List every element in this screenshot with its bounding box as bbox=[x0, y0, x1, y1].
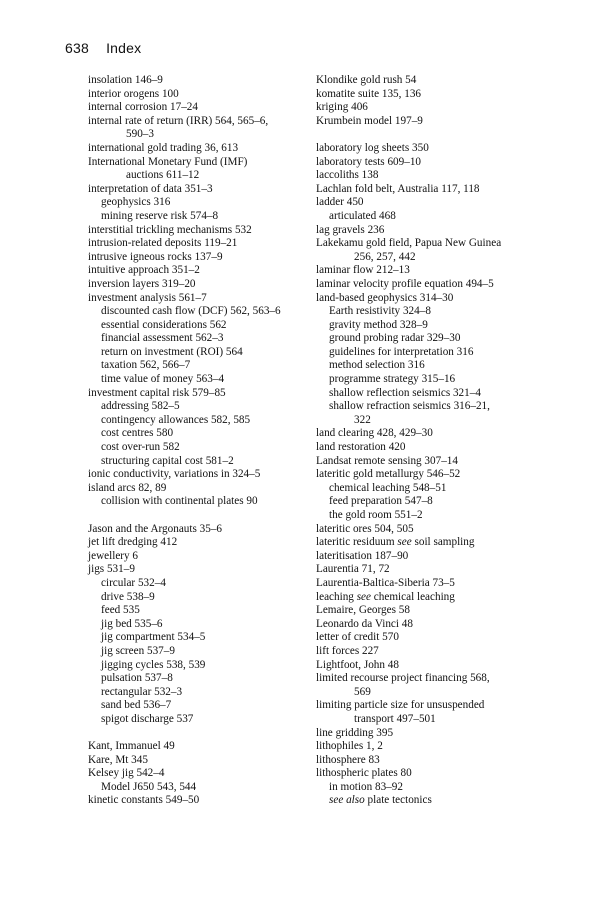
index-subentry bbox=[88, 359, 300, 373]
entry-text: ground probing radar 329–30 bbox=[329, 332, 461, 345]
index-entry bbox=[88, 183, 300, 197]
index-entry bbox=[88, 142, 300, 156]
index-letter-gap bbox=[88, 509, 300, 523]
index-entry-continuation bbox=[316, 414, 534, 428]
index-entry bbox=[88, 523, 300, 537]
entry-text: contingency allowances 582, 585 bbox=[101, 413, 251, 426]
index-subentry bbox=[88, 645, 300, 659]
index-subentry bbox=[88, 400, 300, 414]
index-entry bbox=[316, 101, 534, 115]
index-subentry bbox=[316, 305, 534, 319]
see-reference: see bbox=[356, 590, 371, 603]
index-entry bbox=[88, 794, 300, 808]
index-entry bbox=[316, 523, 534, 537]
index-entry bbox=[316, 604, 534, 618]
index-subentry bbox=[88, 713, 300, 727]
index-subentry bbox=[88, 618, 300, 632]
entry-text: articulated 468 bbox=[329, 209, 396, 222]
index-entry bbox=[316, 142, 534, 156]
index-entry bbox=[88, 88, 300, 102]
index-letter-gap bbox=[88, 727, 300, 741]
entry-text: Laurentia 71, 72 bbox=[316, 563, 390, 576]
index-entry bbox=[316, 577, 534, 591]
index-subentry bbox=[88, 686, 300, 700]
entry-text: Lakekamu gold field, Papua New Guinea bbox=[316, 237, 502, 250]
index-entry bbox=[316, 563, 534, 577]
index-entry-continuation bbox=[316, 713, 534, 727]
index-entry bbox=[88, 767, 300, 781]
entry-text: ladder 450 bbox=[316, 196, 364, 209]
page-number: 638 bbox=[65, 40, 89, 56]
entry-text: laminar velocity profile equation 494–5 bbox=[316, 277, 494, 290]
entry-text: 590–3 bbox=[126, 128, 154, 141]
index-subentry bbox=[316, 509, 534, 523]
entry-text: gravity method 328–9 bbox=[329, 318, 428, 331]
index-column-left bbox=[88, 74, 300, 808]
index-entry bbox=[316, 169, 534, 183]
entry-text: sand bed 536–7 bbox=[101, 699, 172, 712]
index-subentry bbox=[88, 210, 300, 224]
entry-text: Lightfoot, John 48 bbox=[316, 658, 399, 671]
index-entry bbox=[316, 237, 534, 251]
index-entry bbox=[316, 468, 534, 482]
entry-text: lateritic gold metallurgy 546–52 bbox=[316, 468, 461, 481]
entry-text: Model J650 543, 544 bbox=[101, 780, 197, 793]
entry-text: addressing 582–5 bbox=[101, 400, 180, 413]
index-subentry bbox=[88, 196, 300, 210]
see-target: chemical leaching bbox=[373, 590, 455, 603]
entry-text: lateritic residuum bbox=[316, 536, 395, 549]
entry-text: lithospheric plates 80 bbox=[316, 767, 412, 780]
entry-text: auctions 611–12 bbox=[126, 169, 200, 182]
index-entry bbox=[88, 278, 300, 292]
index-entry bbox=[316, 427, 534, 441]
index-entry bbox=[316, 699, 534, 713]
index-entry bbox=[316, 278, 534, 292]
entry-text: the gold room 551–2 bbox=[329, 509, 423, 521]
index-entry bbox=[88, 468, 300, 482]
index-letter-gap bbox=[316, 128, 534, 142]
index-subentry bbox=[316, 346, 534, 360]
index-entry bbox=[88, 264, 300, 278]
entry-text: circular 532–4 bbox=[101, 576, 166, 589]
index-entry-continuation bbox=[88, 169, 300, 183]
entry-text: shallow refraction seismics 316–21, bbox=[329, 400, 490, 413]
entry-text: 569 bbox=[354, 685, 371, 698]
index-subentry bbox=[88, 781, 300, 795]
index-subentry bbox=[316, 387, 534, 401]
index-entry bbox=[88, 563, 300, 577]
entry-text: intuitive approach 351–2 bbox=[88, 264, 200, 277]
entry-text: limited recourse project financing 568, bbox=[316, 672, 490, 685]
entry-text: collision with continental plates 90 bbox=[101, 495, 258, 508]
index-entry-continuation bbox=[316, 251, 534, 265]
running-head bbox=[65, 40, 141, 56]
entry-text: letter of credit 570 bbox=[316, 631, 399, 644]
index-entry bbox=[316, 156, 534, 170]
entry-text: rectangular 532–3 bbox=[101, 685, 183, 698]
index-entry bbox=[316, 754, 534, 768]
entry-text: return on investment (ROI) 564 bbox=[101, 345, 243, 358]
index-subentry bbox=[316, 332, 534, 346]
entry-text: island arcs 82, 89 bbox=[88, 481, 167, 494]
index-entry bbox=[316, 196, 534, 210]
index-subentry bbox=[88, 577, 300, 591]
index-subentry bbox=[316, 210, 534, 224]
entry-text: 256, 257, 442 bbox=[354, 250, 416, 263]
entry-text: International Monetary Fund (IMF) bbox=[88, 155, 248, 168]
entry-text: Jason and the Argonauts 35–6 bbox=[88, 522, 223, 535]
see-target: plate tectonics bbox=[367, 794, 432, 807]
entry-text: structuring capital cost 581–2 bbox=[101, 454, 234, 467]
entry-text: programme strategy 315–16 bbox=[329, 373, 456, 386]
entry-text: lithosphere 83 bbox=[316, 753, 380, 766]
index-subentry bbox=[316, 495, 534, 509]
entry-text: Lemaire, Georges 58 bbox=[316, 604, 410, 617]
index-subentry bbox=[88, 346, 300, 360]
entry-text: jigs 531–9 bbox=[88, 563, 135, 576]
entry-text: intrusive igneous rocks 137–9 bbox=[88, 250, 223, 263]
index-entry bbox=[316, 74, 534, 88]
index-subentry bbox=[316, 373, 534, 387]
entry-text: Landsat remote sensing 307–14 bbox=[316, 454, 458, 467]
entry-text: transport 497–501 bbox=[354, 712, 436, 725]
entry-text: kriging 406 bbox=[316, 101, 368, 114]
entry-text: Lachlan fold belt, Australia 117, 118 bbox=[316, 182, 480, 195]
entry-text: lateritisation 187–90 bbox=[316, 549, 409, 562]
index-entry-continuation bbox=[88, 128, 300, 142]
index-entry bbox=[316, 618, 534, 632]
index-subentry bbox=[88, 427, 300, 441]
entry-text: interior orogens 100 bbox=[88, 87, 179, 100]
index-entry bbox=[88, 156, 300, 170]
index-entry bbox=[88, 237, 300, 251]
index-entry bbox=[316, 224, 534, 238]
index-column-right bbox=[316, 74, 534, 808]
entry-text: laboratory tests 609–10 bbox=[316, 155, 422, 168]
index-subentry bbox=[88, 591, 300, 605]
entry-text: feed 535 bbox=[101, 604, 140, 617]
entry-text: leaching bbox=[316, 590, 354, 603]
index-entry bbox=[316, 441, 534, 455]
entry-text: land clearing 428, 429–30 bbox=[316, 427, 433, 440]
entry-text: in motion 83–92 bbox=[329, 780, 403, 793]
entry-text: jig screen 537–9 bbox=[101, 644, 175, 657]
index-entry bbox=[88, 536, 300, 550]
index-entry bbox=[316, 455, 534, 469]
entry-text: Kare, Mt 345 bbox=[88, 753, 148, 766]
index-entry bbox=[316, 264, 534, 278]
index-entry bbox=[316, 659, 534, 673]
entry-text: Earth resistivity 324–8 bbox=[329, 305, 431, 318]
index-entry bbox=[316, 183, 534, 197]
index-entry bbox=[88, 482, 300, 496]
index-entry bbox=[88, 224, 300, 238]
entry-text: land restoration 420 bbox=[316, 441, 406, 454]
index-entry bbox=[88, 550, 300, 564]
entry-text: time value of money 563–4 bbox=[101, 373, 225, 386]
entry-text: laccoliths 138 bbox=[316, 169, 379, 182]
entry-text: feed preparation 547–8 bbox=[329, 495, 433, 508]
entry-text: lithophiles 1, 2 bbox=[316, 740, 383, 753]
index-subentry bbox=[316, 781, 534, 795]
entry-text: intrusion-related deposits 119–21 bbox=[88, 237, 238, 250]
entry-text: komatite suite 135, 136 bbox=[316, 87, 422, 100]
index-entry bbox=[88, 387, 300, 401]
entry-text: jet lift dredging 412 bbox=[88, 536, 178, 549]
index-subentry bbox=[88, 414, 300, 428]
entry-text: investment capital risk 579–85 bbox=[88, 386, 226, 399]
index-subentry bbox=[316, 319, 534, 333]
entry-text: jewellery 6 bbox=[88, 549, 139, 562]
entry-text: cost over-run 582 bbox=[101, 441, 180, 454]
index-subentry bbox=[88, 659, 300, 673]
entry-text: interpretation of data 351–3 bbox=[88, 182, 213, 195]
entry-text: 322 bbox=[354, 413, 371, 426]
index-subentry bbox=[88, 604, 300, 618]
entry-text: method selection 316 bbox=[329, 359, 425, 372]
entry-text: investment analysis 561–7 bbox=[88, 291, 207, 304]
entry-text: drive 538–9 bbox=[101, 590, 155, 603]
index-entry bbox=[316, 536, 534, 550]
index-entry bbox=[316, 292, 534, 306]
index-entry bbox=[316, 631, 534, 645]
index-entry bbox=[316, 550, 534, 564]
entry-text: Krumbein model 197–9 bbox=[316, 114, 423, 127]
index-entry bbox=[316, 767, 534, 781]
entry-text: jigging cycles 538, 539 bbox=[101, 658, 206, 671]
entry-text: Kelsey jig 542–4 bbox=[88, 767, 165, 780]
index-entry bbox=[316, 115, 534, 129]
entry-text: interstitial trickling mechanisms 532 bbox=[88, 223, 252, 236]
index-entry bbox=[88, 251, 300, 265]
index-entry bbox=[316, 672, 534, 686]
index-entry-continuation bbox=[316, 686, 534, 700]
entry-text: jig compartment 534–5 bbox=[101, 631, 206, 644]
entry-text: mining reserve risk 574–8 bbox=[101, 209, 219, 222]
index-subentry bbox=[88, 631, 300, 645]
index-entry bbox=[316, 727, 534, 741]
entry-text: discounted cash flow (DCF) 562, 563–6 bbox=[101, 305, 281, 318]
entry-text: kinetic constants 549–50 bbox=[88, 794, 200, 807]
index-subentry bbox=[316, 482, 534, 496]
entry-text: geophysics 316 bbox=[101, 196, 171, 209]
entry-text: guidelines for interpretation 316 bbox=[329, 345, 474, 358]
entry-text: land-based geophysics 314–30 bbox=[316, 291, 454, 304]
index-subentry bbox=[316, 794, 534, 808]
entry-text: pulsation 537–8 bbox=[101, 672, 173, 685]
entry-text: inversion layers 319–20 bbox=[88, 277, 196, 290]
entry-text: cost centres 580 bbox=[101, 427, 174, 440]
index-entry bbox=[316, 591, 534, 605]
index-entry bbox=[88, 101, 300, 115]
entry-text: laboratory log sheets 350 bbox=[316, 141, 429, 154]
entry-text: Leonardo da Vinci 48 bbox=[316, 617, 413, 630]
entry-text: internal rate of return (IRR) 564, 565–6, bbox=[88, 114, 269, 127]
entry-text: Kant, Immanuel 49 bbox=[88, 740, 175, 753]
index-entry bbox=[316, 740, 534, 754]
index-subentry bbox=[316, 359, 534, 373]
index-subentry bbox=[88, 305, 300, 319]
index-entry bbox=[88, 740, 300, 754]
entry-text: line gridding 395 bbox=[316, 726, 394, 739]
entry-text: chemical leaching 548–51 bbox=[329, 481, 447, 494]
see-reference: see bbox=[397, 536, 412, 549]
entry-text: lift forces 227 bbox=[316, 644, 379, 657]
entry-text: ionic conductivity, variations in 324–5 bbox=[88, 468, 261, 481]
entry-text: Laurentia-Baltica-Siberia 73–5 bbox=[316, 576, 455, 589]
entry-text: internal corrosion 17–24 bbox=[88, 101, 198, 114]
index-subentry bbox=[316, 400, 534, 414]
entry-text: jig bed 535–6 bbox=[101, 617, 163, 630]
index-subentry bbox=[88, 672, 300, 686]
index-subentry bbox=[88, 332, 300, 346]
entry-text: Klondike gold rush 54 bbox=[316, 74, 417, 86]
entry-text: lateritic ores 504, 505 bbox=[316, 522, 414, 535]
entry-text: taxation 562, 566–7 bbox=[101, 359, 191, 372]
entry-text: essential considerations 562 bbox=[101, 318, 227, 331]
entry-text: spigot discharge 537 bbox=[101, 712, 194, 725]
index-entry bbox=[88, 292, 300, 306]
entry-text: financial assessment 562–3 bbox=[101, 332, 224, 345]
entry-text: lag gravels 236 bbox=[316, 223, 385, 236]
entry-text: laminar flow 212–13 bbox=[316, 264, 410, 277]
index-subentry bbox=[88, 699, 300, 713]
index-subentry bbox=[88, 495, 300, 509]
entry-text: shallow reflection seismics 321–4 bbox=[329, 386, 481, 399]
index-entry bbox=[316, 88, 534, 102]
index-entry bbox=[88, 74, 300, 88]
entry-text: international gold trading 36, 613 bbox=[88, 141, 239, 154]
entry-text: limiting particle size for unsuspended bbox=[316, 699, 485, 712]
index-subentry bbox=[88, 441, 300, 455]
index-entry bbox=[88, 754, 300, 768]
section-title: Index bbox=[106, 40, 142, 56]
index-entry bbox=[316, 645, 534, 659]
index-subentry bbox=[88, 455, 300, 469]
see-target: soil sampling bbox=[414, 536, 475, 549]
index-subentry bbox=[88, 373, 300, 387]
entry-text: insolation 146–9 bbox=[88, 74, 163, 86]
index-entry bbox=[88, 115, 300, 129]
see-reference: see also bbox=[329, 794, 365, 807]
index-subentry bbox=[88, 319, 300, 333]
